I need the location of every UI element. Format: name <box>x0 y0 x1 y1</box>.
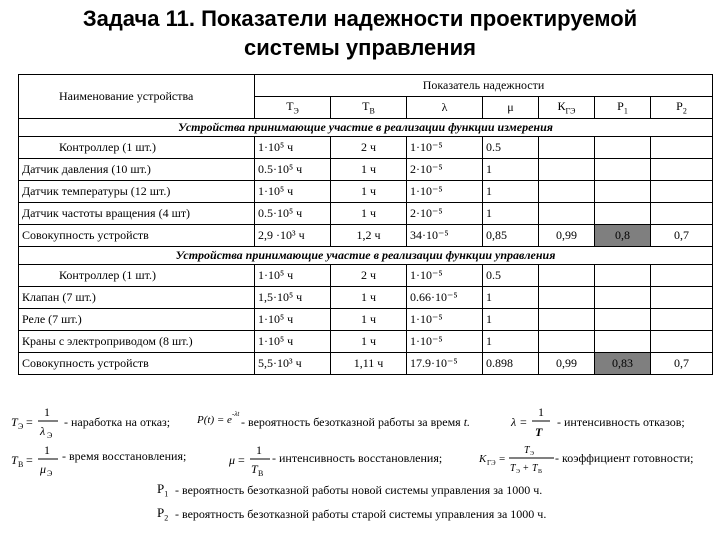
col-te-header: $Т_Э$ <box>255 97 331 119</box>
tv-cell: 1 ч <box>331 309 407 331</box>
svg-text:1: 1 <box>256 443 262 457</box>
svg-text:Э: Э <box>47 469 53 478</box>
k-cell <box>539 159 595 181</box>
legend-prob: - вероятность безотказной работы за время t. <box>241 415 471 429</box>
tv-cell: 1 ч <box>331 159 407 181</box>
te-cell: 1·10⁵ ч <box>255 309 331 331</box>
formula-te <box>10 402 62 442</box>
p1-cell <box>595 203 651 225</box>
p1-cell <box>595 181 651 203</box>
legend-mtbf: - наработка на отказ; <box>64 415 171 429</box>
k-cell: 0,99 <box>539 353 595 375</box>
p1-cell <box>595 287 651 309</box>
p2-cell <box>651 159 713 181</box>
lambda-cell: 17.9·10⁻⁵ <box>407 353 483 375</box>
svg-text:+: + <box>523 463 529 474</box>
p1-cell <box>595 159 651 181</box>
legend-intensity-rec: - интенсивность восстановления; <box>272 451 443 465</box>
page-title <box>0 4 720 62</box>
col-p2-header: $P_2$ <box>651 97 713 119</box>
k-cell <box>539 265 595 287</box>
formula-k <box>478 442 558 478</box>
svg-text:В: В <box>258 469 264 478</box>
svg-text:В: В <box>538 469 543 475</box>
svg-text:ГЭ: ГЭ <box>487 459 496 467</box>
title-line-2: системы управления <box>244 35 476 60</box>
col-tv-header: $Т_В$ <box>331 97 407 119</box>
mu-cell: 0.898 <box>483 353 539 375</box>
k-cell <box>539 137 595 159</box>
p2-label: $P_2$ <box>157 505 169 523</box>
device-name-cell: Датчик давления (10 шт.) <box>19 159 255 181</box>
lambda-cell: 1·10⁻⁵ <box>407 181 483 203</box>
table-row <box>19 137 713 159</box>
tv-cell: 1 ч <box>331 287 407 309</box>
section-control-title: Устройства принимающие участие в реализации функции управления <box>19 247 713 265</box>
device-name-cell: Клапан (7 шт.) <box>19 287 255 309</box>
formula-tv <box>10 440 62 480</box>
tv-cell: 1,2 ч <box>331 225 407 247</box>
col-mu-header: μ <box>483 97 539 119</box>
p1-cell <box>595 331 651 353</box>
svg-text:T: T <box>510 463 516 474</box>
col-p1-header: $P_1$ <box>595 97 651 119</box>
table-row <box>19 265 713 287</box>
tv-cell: 1 ч <box>331 203 407 225</box>
formula-p <box>196 406 242 430</box>
device-name-cell: Датчик частоты вращения (4 шт) <box>19 203 255 225</box>
lambda-cell: 2·10⁻⁵ <box>407 203 483 225</box>
svg-text:В: В <box>18 460 24 469</box>
k-cell: 0,99 <box>539 225 595 247</box>
table-row <box>19 181 713 203</box>
p2-cell: 0,7 <box>651 225 713 247</box>
p2-cell: 0,7 <box>651 353 713 375</box>
tv-cell: 1 ч <box>331 181 407 203</box>
svg-text:μ: μ <box>40 462 47 476</box>
p2-cell <box>651 203 713 225</box>
section-row-measurement <box>19 119 713 137</box>
device-name-cell: Совокупность устройств <box>19 225 255 247</box>
mu-cell: 0,85 <box>483 225 539 247</box>
device-name-cell: Датчик температуры (12 шт.) <box>19 181 255 203</box>
k-cell <box>539 203 595 225</box>
table-row <box>19 287 713 309</box>
svg-text:=: = <box>26 453 33 467</box>
table-row <box>19 353 713 375</box>
legend-p2: - вероятность безотказной работы старой системы управления за 1000 ч. <box>175 507 547 521</box>
mu-cell: 0.5 <box>483 265 539 287</box>
mu-cell: 1 <box>483 203 539 225</box>
p1-cell: 0,8 <box>595 225 651 247</box>
tv-cell: 1 ч <box>331 331 407 353</box>
tv-cell: 2 ч <box>331 265 407 287</box>
table-row <box>19 203 713 225</box>
k-cell <box>539 287 595 309</box>
svg-text:λ: λ <box>40 424 46 438</box>
header-row-1 <box>19 75 713 97</box>
lambda-cell: 2·10⁻⁵ <box>407 159 483 181</box>
lambda-cell: 1·10⁻⁵ <box>407 331 483 353</box>
te-cell: 1·10⁵ ч <box>255 137 331 159</box>
device-name-cell: Реле (7 шт.) <box>19 309 255 331</box>
table-row <box>19 225 713 247</box>
reliability-table <box>18 74 713 375</box>
k-cell <box>539 331 595 353</box>
svg-text:=: = <box>238 453 245 467</box>
lambda-cell: 1·10⁻⁵ <box>407 265 483 287</box>
svg-text:Э: Э <box>18 422 24 431</box>
svg-text:T: T <box>251 462 258 476</box>
te-cell: 1·10⁵ ч <box>255 265 331 287</box>
tv-cell: 1,11 ч <box>331 353 407 375</box>
svg-text:=: = <box>26 415 33 429</box>
mu-cell: 1 <box>483 309 539 331</box>
svg-text:T: T <box>532 463 538 474</box>
legend-intensity-fail: - интенсивность отказов; <box>557 415 685 429</box>
p2-cell <box>651 287 713 309</box>
svg-text:P(t) = e: P(t) = e <box>197 414 232 426</box>
mu-cell: 1 <box>483 181 539 203</box>
col-lambda-header: λ <box>407 97 483 119</box>
te-cell: 5,5·10³ ч <box>255 353 331 375</box>
lambda-cell: 1·10⁻⁵ <box>407 137 483 159</box>
measurement-rows <box>19 137 713 247</box>
section-row-control <box>19 247 713 265</box>
te-cell: 2,9 ·10³ ч <box>255 225 331 247</box>
svg-text:K: K <box>479 453 487 465</box>
device-name-cell: Краны с электроприводом (8 шт.) <box>19 331 255 353</box>
table-row <box>19 331 713 353</box>
svg-text:1: 1 <box>44 443 50 457</box>
mu-cell: 1 <box>483 331 539 353</box>
device-name-cell: Контроллер (1 шт.) <box>19 137 255 159</box>
svg-text:-λt: -λt <box>232 410 240 418</box>
p2-cell <box>651 265 713 287</box>
svg-text:1: 1 <box>538 405 544 419</box>
legend-recovery: - время восстановления; <box>62 449 187 463</box>
svg-text:T: T <box>11 453 18 467</box>
mu-cell: 0.5 <box>483 137 539 159</box>
device-name-cell: Контроллер (1 шт.) <box>19 265 255 287</box>
k-cell <box>539 309 595 331</box>
legend-p1: - вероятность безотказной работы новой системы управления за 1000 ч. <box>175 483 543 497</box>
table-row <box>19 159 713 181</box>
p1-cell <box>595 137 651 159</box>
p1-cell <box>595 309 651 331</box>
svg-text:=: = <box>499 453 506 465</box>
col-k-header: $К_{ГЭ}$ <box>539 97 595 119</box>
te-cell: 1·10⁵ ч <box>255 331 331 353</box>
svg-text:T: T <box>524 445 530 456</box>
p2-cell <box>651 137 713 159</box>
p1-cell <box>595 265 651 287</box>
svg-text:Э: Э <box>47 431 53 440</box>
p2-cell <box>651 331 713 353</box>
legend-readiness: - коэффициент готовности; <box>555 451 694 465</box>
svg-text:T: T <box>11 415 18 429</box>
te-cell: 1,5·10⁵ ч <box>255 287 331 309</box>
svg-text:1: 1 <box>44 405 50 419</box>
p2-cell <box>651 181 713 203</box>
svg-text:T: T <box>535 425 543 439</box>
svg-text:Э: Э <box>530 451 534 457</box>
device-name-cell: Совокупность устройств <box>19 353 255 375</box>
te-cell: 0.5·10⁵ ч <box>255 159 331 181</box>
device-name-header: Наименование устройства <box>19 75 255 119</box>
te-cell: 0.5·10⁵ ч <box>255 203 331 225</box>
p1-label: $P_1$ <box>157 481 169 499</box>
control-rows <box>19 265 713 375</box>
svg-text:=: = <box>520 415 527 429</box>
lambda-cell: 34·10⁻⁵ <box>407 225 483 247</box>
k-cell <box>539 181 595 203</box>
lambda-cell: 1·10⁻⁵ <box>407 309 483 331</box>
p2-cell <box>651 309 713 331</box>
svg-text:Э: Э <box>516 469 520 475</box>
lambda-cell: 0.66·10⁻⁵ <box>407 287 483 309</box>
table-row <box>19 309 713 331</box>
mu-cell: 1 <box>483 159 539 181</box>
p1-cell: 0,83 <box>595 353 651 375</box>
formula-lambda <box>510 402 554 442</box>
mu-cell: 1 <box>483 287 539 309</box>
title-line-1: Задача 11. Показатели надежности проектируемой <box>82 6 638 31</box>
formula-mu <box>228 440 274 480</box>
tv-cell: 2 ч <box>331 137 407 159</box>
svg-text:μ: μ <box>229 453 236 467</box>
te-cell: 1·10⁵ ч <box>255 181 331 203</box>
indicator-header: Показатель надежности <box>255 75 713 97</box>
svg-text:λ: λ <box>511 415 517 429</box>
section-measurement-title: Устройства принимающие участие в реализации функции измерения <box>19 119 713 137</box>
